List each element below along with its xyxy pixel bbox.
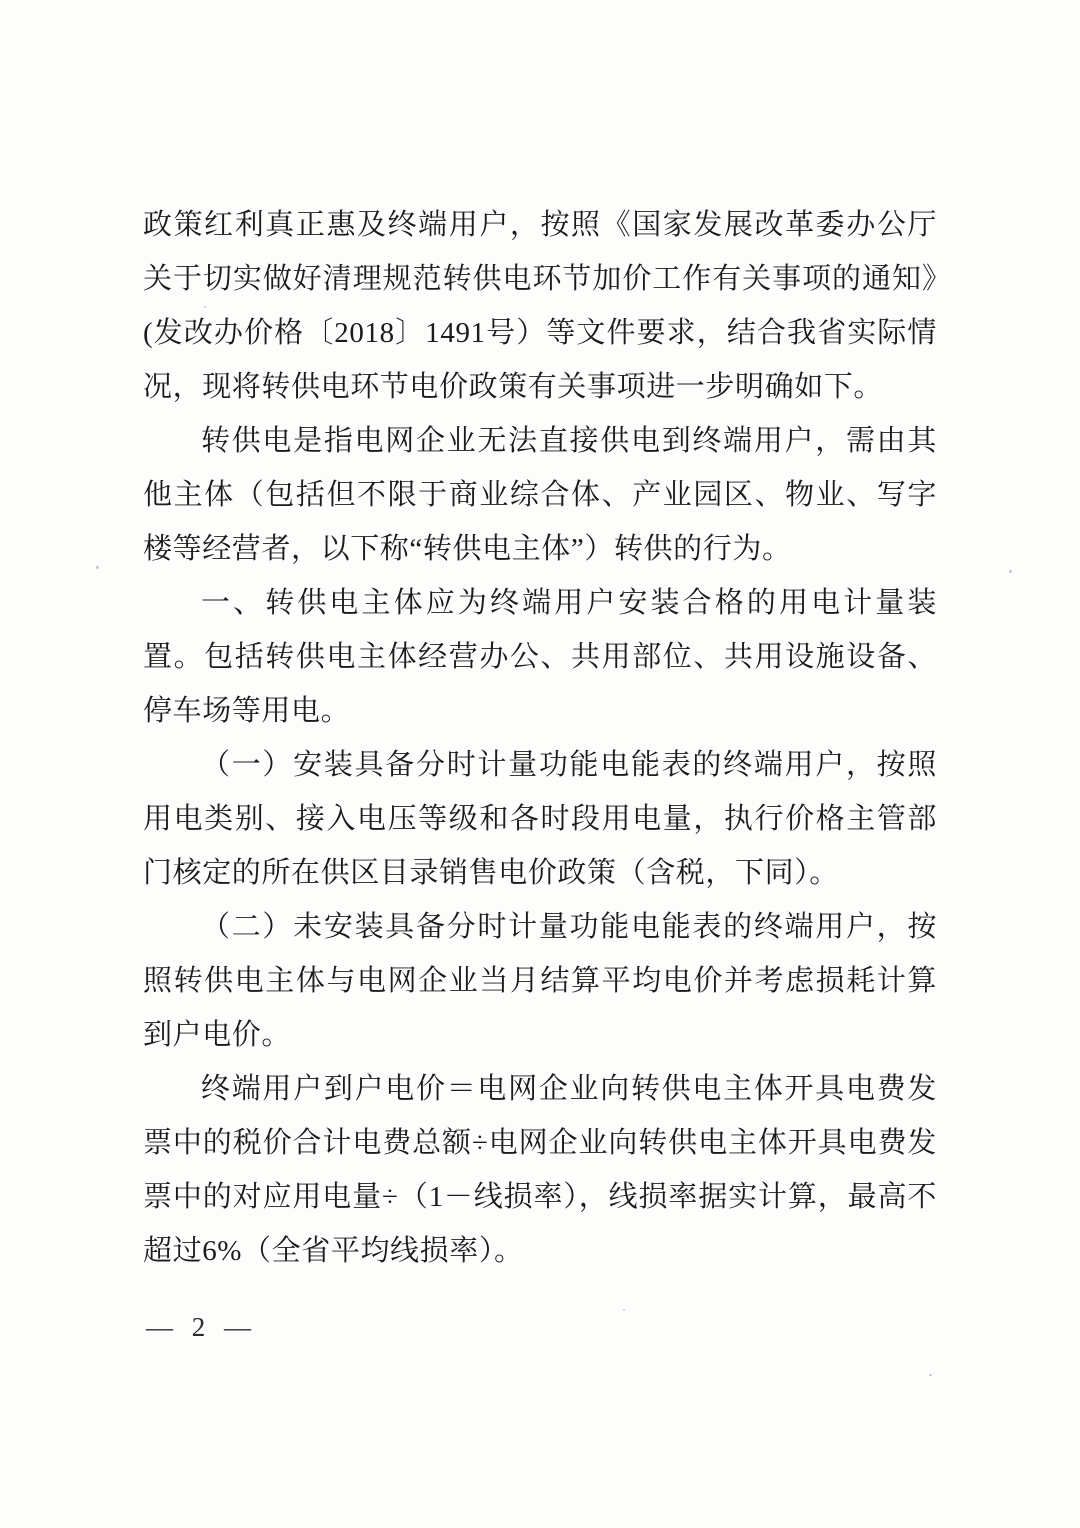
scan-speck bbox=[1009, 570, 1012, 573]
document-body bbox=[143, 198, 937, 1278]
page-number: — 2 — bbox=[146, 1312, 257, 1342]
scan-speck bbox=[204, 306, 206, 308]
paragraph-price-formula: 终端用户到户电价＝电网企业向转供电主体开具电费发票中的税价合计电费总额÷电网企业向转供电主体开具电费发票中的对应用电量÷（1－线损率），线损率据实计算，最高不超过6%（全省平均线损率）。 bbox=[143, 1073, 937, 1267]
paragraph-item-1-1: （一）安装具备分时计量功能电能表的终端用户，按照用电类别、接入电压等级和各时段用电量，执行价格主管部门核定的所在供区目录销售电价政策（含税，下同）。 bbox=[143, 749, 937, 889]
paragraph-definition: 转供电是指电网企业无法直接供电到终端用户，需由其他主体（包括但不限于商业综合体、产业园区、物业、写字楼等经营者，以下称“转供电主体”）转供的行为。 bbox=[143, 425, 937, 565]
page-footer bbox=[146, 1312, 257, 1343]
paragraph-item-1: 一、转供电主体应为终端用户安装合格的用电计量装置。包括转供电主体经营办公、共用部位、共用设施设备、停车场等用电。 bbox=[143, 587, 937, 727]
scan-speck bbox=[623, 1309, 625, 1311]
paragraph-policy-intro: 政策红利真正惠及终端用户，按照《国家发展改革委办公厅关于切实做好清理规范转供电环节加价工作有关事项的通知》(发改办价格〔2018〕1491号）等文件要求，结合我省实际情况，现将转供电环节电价政策有关事项进一步明确如下。 bbox=[143, 209, 937, 403]
scan-speck bbox=[96, 566, 99, 569]
paragraph-item-1-2: （二）未安装具备分时计量功能电能表的终端用户，按照转供电主体与电网企业当月结算平均电价并考虑损耗计算到户电价。 bbox=[143, 911, 937, 1051]
scan-speck bbox=[929, 1374, 932, 1376]
